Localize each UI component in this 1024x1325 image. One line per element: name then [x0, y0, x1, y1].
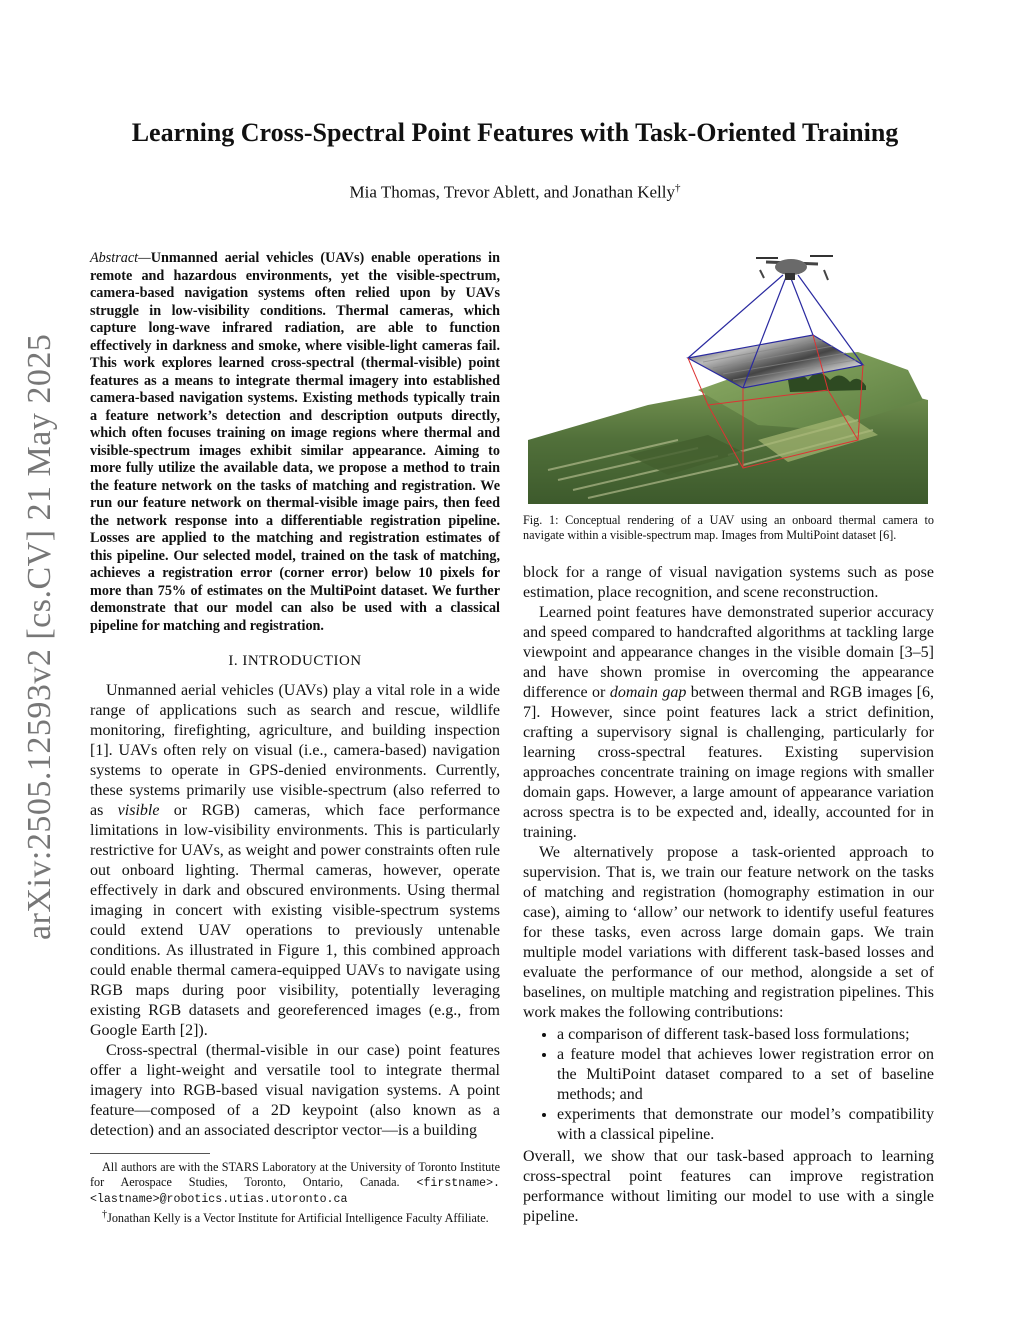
footnote-mark: †: [102, 1209, 108, 1220]
contribution-item: • experiments that demonstrate our model’s compatibility with a classical pipeline.: [557, 1105, 934, 1145]
abstract-text: Unmanned aerial vehicles (UAVs) enable operations in remote and hazardous environments, yet the visible-spectrum, camera-based navigation systems often relied upon by UAVs struggle in low-visibility conditions. Thermal cameras, which capture long-wave infrared radiation, are able to function effectively in darkness and smoke, where visible-light cameras fail. This work explores learned cross-spectral (thermal-visible) point features as a means to integrate thermal imagery into established camera-based navigation systems. Existing methods typically train a feature network’s detection and description outputs directly, which often focuses training on image regions where thermal and visible-spectrum images exhibit similar appearance. Aiming to more fully utilize the available data, we propose a method to train the feature network on the tasks of matching and registration. We run our feature network on thermal-visible image pairs, then feed the network response into a differentiable registration pipeline. Losses are applied to the matching and registration estimates of this pipeline. Our selected model, trained on the task of matching, achieves a registration error (corner error) below 10 pixels for more than 75% of estimates on the MultiPoint dataset. We further demonstrate that our model can also be used with a classical pipeline for matching and registration.: [90, 250, 500, 634]
section-heading: I. INTRODUCTION: [228, 653, 362, 669]
authors: Mia Thomas, Trevor Ablett, and Jonathan Kelly: [349, 182, 675, 202]
right-p2-a: Learned point features have demonstrated superior accuracy and speed compared to handcrafted algorithms at tackling large viewpoint and appearance changes in the visible domain [3–5] and have shown promise in overcoming the appearance difference or: [523, 604, 934, 701]
drone: [756, 256, 833, 280]
contribution-item: • a comparison of different task-based loss formulations;: [557, 1025, 934, 1045]
footnote-rule: [90, 1153, 210, 1154]
arxiv-side-label: arXiv:2505.12593v2 [cs.CV] 21 May 2025: [21, 333, 58, 940]
author-mark: †: [675, 182, 681, 194]
intro-p1-a: Unmanned aerial vehicles (UAVs) play a vital role in a wide range of applications such as search and rescue, wildlife monitoring, firefighting, agriculture, and building inspection [1]. UAVs often rely on visual (i.e., camera-based) navigation systems to operate in GPS-denied environments. Currently, these systems primarily use visible-spectrum (also referred to as: [90, 682, 500, 819]
intro-paragraph-2: Cross-spectral (thermal-visible in our case) point features offer a light-weight and versatile tool to integrate thermal imagery into RGB-based visual navigation systems. A point feature—composed of a 2D keypoint (also known as a detection) and an associated descriptor vector—is a building: [90, 1042, 500, 1139]
uav-illustration: [528, 240, 928, 504]
contribution-list: [523, 1025, 934, 1145]
footnote-email: <firstname>.<lastname>@robotics.utias.utoronto.ca: [90, 1177, 501, 1206]
footnote-line-1: All authors are with the STARS Laboratory at the University of Toronto Institute for Aerospace Studies, Toronto, Ontario, Canada.: [90, 1160, 500, 1189]
intro-p1-italic: visible: [117, 802, 160, 819]
figure-1: [528, 240, 928, 504]
right-paragraph-3: We alternatively propose a task-oriented approach to supervision. That is, we train our feature network on the tasks of matching and registration (homography estimation in our case), aiming to ‘allow’ our network to identify useful features for these tasks, even across large domain gaps. We train multiple model variations with different task-based losses and evaluate the performance of our method, alongside a set of baselines, on multiple matching and registration pipelines. This work makes the following contributions:: [523, 844, 934, 1021]
footnote-line-2: Jonathan Kelly is a Vector Institute for Artificial Intelligence Faculty Affiliate.: [107, 1211, 489, 1226]
right-paragraph-1: block for a range of visual navigation systems such as pose estimation, place recognition, and scene reconstruction.: [523, 564, 934, 601]
footnote: [90, 1153, 500, 1226]
right-column: [523, 563, 934, 1227]
footnote-affiliation: [90, 1160, 500, 1207]
intro-p1-c: or RGB) cameras, which face performance limitations in low-visibility environments. This is particularly restrictive for UAVs, as weight and power constraints often rule out onboard lighting. Thermal cameras, however, operate effectively in dark and obscured environments. Using thermal imaging in concert with existing visible-spectrum systems could extend UAV operations to previously untenable conditions. As illustrated in Figure 1, this combined approach could enable thermal camera-equipped UAVs to navigate using RGB maps during poor visibility, potentially leveraging existing RGB datasets and georeferenced images (e.g., from Google Earth [2]).: [90, 802, 501, 1039]
footnote-vector: [90, 1207, 500, 1226]
author-line: [80, 176, 950, 205]
right-paragraph-2: [523, 603, 934, 843]
abstract: [90, 250, 500, 635]
contribution-item: • a feature model that achieves lower registration error on the MultiPoint dataset compared to a set of baseline methods; and: [557, 1045, 934, 1105]
abstract-lead: Abstract—: [90, 250, 151, 266]
right-p2-c: between thermal and RGB images [6, 7]. However, since point features lack a strict definition, crafting a supervisory signal is challenging, particularly for learning cross-spectral features. Existing supervision approaches concentrate training on image regions with smaller domain gaps. However, a large amount of appearance variation across spectra is to be expected and, ideally, accounted for in training.: [523, 684, 935, 841]
left-column: [90, 250, 500, 1141]
right-p2-italic: domain gap: [609, 684, 687, 701]
figure-caption: Fig. 1: Conceptual rendering of a UAV using an onboard thermal camera to navigate within a visible-spectrum map. Images from MultiPoint dataset [6].: [523, 513, 934, 542]
paper-title: Learning Cross-Spectral Point Features with Task-Oriented Training: [131, 118, 899, 147]
right-paragraph-4: Overall, we show that our task-based approach to learning cross-spectral point features can improve registration performance without limiting our model to use with a single pipeline.: [523, 1148, 934, 1225]
intro-paragraph-1: [90, 681, 500, 1041]
